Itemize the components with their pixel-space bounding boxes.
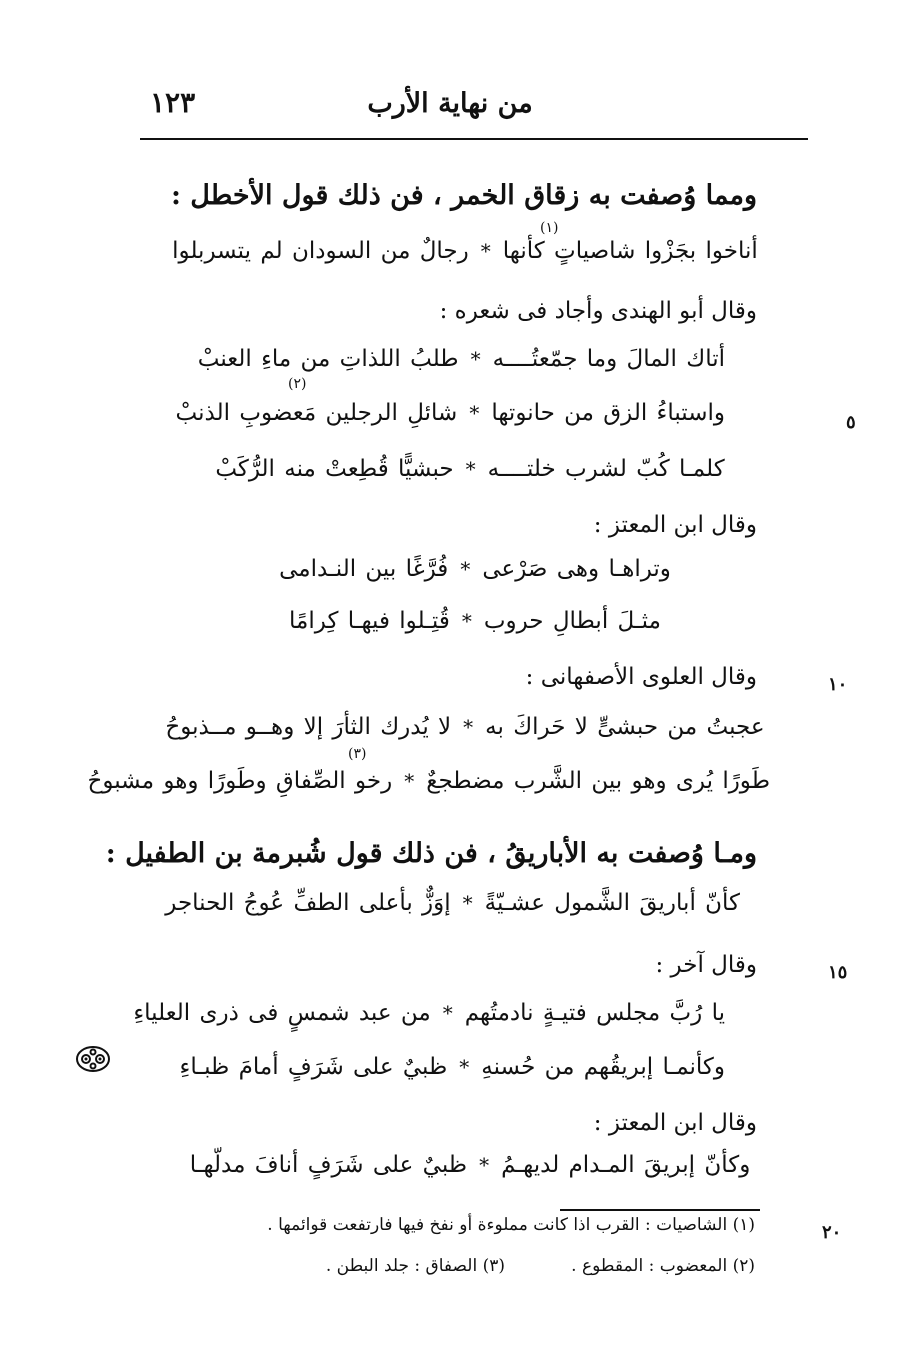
floral-ornament-icon	[74, 1043, 112, 1075]
verse-separator: *	[469, 401, 480, 425]
verse-line-10	[133, 1000, 725, 1026]
hemistich-right: كلمـا كُبّ لشرب خلتــــه	[487, 456, 725, 482]
hemistich-left: رجالٌ من السودان لم يتسربلوا	[172, 238, 469, 264]
verse-line-8	[87, 768, 770, 794]
verse-separator: *	[442, 1001, 453, 1025]
header-rule	[140, 138, 808, 140]
hemistich-left: من عبد شمسٍ فى ذرى العلياءِ	[133, 1000, 431, 1026]
verse-separator: *	[459, 1055, 470, 1079]
hemistich-left: ظبيٌ على شَرَفٍ أنافَ مدلّهـا	[189, 1152, 468, 1178]
footnote-rule	[560, 1209, 760, 1211]
hemistich-left: ظبيٌ على شَرَفٍ أمامَ ظبـاءِ	[179, 1054, 448, 1080]
hemistich-left: حبشيًّا قُطِعتْ منه الرُّكَبْ	[215, 456, 454, 482]
prose-line-akhar: وقال آخر :	[655, 952, 757, 978]
prose-line-alawi: وقال العلوى الأصفهانى :	[525, 664, 757, 690]
hemistich-right: أتاك المالَ وما جمّعتُــــه	[492, 346, 725, 372]
footnote-marker-2: (٢)	[288, 376, 307, 392]
footnote-1: (١) الشاصيات : القرب اذا كانت مملوءة أو نفخ فيها فارتفعت قوائمها .	[267, 1215, 755, 1235]
running-title: من نهاية الأرب	[367, 88, 533, 119]
hemistich-right: واستباءُ الزق من حانوتها	[491, 400, 725, 426]
verse-line-11	[179, 1054, 725, 1080]
hemistich-right: عجبتُ من حبشىٍّ لا حَراكَ به	[485, 714, 765, 740]
hemistich-right: وكأنمـا إبريقُهم من حُسنهِ	[481, 1054, 725, 1080]
verse-line-4	[215, 456, 725, 482]
hemistich-left: قُتِـلوا فيهـا كِرامًا	[289, 608, 450, 634]
footnote-3: (٣) الصفاق : جلد البطن .	[325, 1256, 505, 1276]
margin-line-number-20: ٢٠	[822, 1222, 842, 1243]
hemistich-left: إوَزٌّ بأعلى الطفِّ عُوجُ الحناجر	[165, 890, 451, 916]
verse-line-6	[260, 608, 690, 634]
verse-line-7	[160, 714, 770, 740]
prose-line-ibn-mutazz: وقال ابن المعتز :	[593, 512, 757, 538]
verse-separator: *	[463, 715, 474, 739]
verse-separator: *	[470, 347, 481, 371]
verse-separator: *	[479, 1153, 490, 1177]
verse-line-12	[180, 1152, 760, 1178]
margin-line-number-15: ١٥	[828, 962, 848, 983]
verse-line-3	[175, 400, 725, 426]
page-number: ١٢٣	[150, 86, 196, 119]
hemistich-right: كأنّ أباريقَ الشَّمول عشـيّةً	[484, 890, 740, 916]
verse-separator: *	[404, 769, 415, 793]
hemistich-left: فُرَّغًا بين النـدامى	[279, 556, 449, 582]
hemistich-right: يا رُبَّ مجلس فتيـةٍ نادمتُهم	[464, 1000, 725, 1026]
hemistich-right: وكأنّ إبريقَ المـدام لديهـمُ	[501, 1152, 751, 1178]
verse-line-2	[197, 346, 725, 372]
verse-line-1	[170, 238, 760, 264]
hemistich-right: مثـلَ أبطالِ حروب	[483, 608, 661, 634]
footnote-marker-3: (٣)	[348, 746, 367, 762]
hemistich-left: شائلِ الرجلين مَعضوبِ الذنبْ	[175, 400, 458, 426]
verse-line-9	[165, 890, 740, 916]
margin-line-number-5: ٥	[846, 412, 856, 433]
footnote-2: (٢) المعضوب : المقطوع .	[571, 1256, 755, 1276]
margin-line-number-10: ١٠	[828, 674, 848, 695]
prose-line-abu-hindi: وقال أبو الهندى وأجاد فى شعره :	[439, 298, 757, 324]
hemistich-left: رخو الصِّفاقِ وطَورًا وهو مشبوحُ	[87, 768, 393, 794]
verse-separator: *	[461, 609, 472, 633]
hemistich-left: طلبُ اللذاتِ من ماءِ العنبْ	[197, 346, 459, 372]
hemistich-left: لا يُدرك الثأرَ إلا وهــو مــذبوحُ	[165, 714, 452, 740]
prose-line-ibn-mutazz-2: وقال ابن المعتز :	[593, 1110, 757, 1136]
hemistich-right: طَورًا يُرى وهو بين الشَّرب مضطجعٌ	[426, 768, 770, 794]
verse-separator: *	[460, 557, 471, 581]
hemistich-right: أناخوا بجَزْوا شاصياتٍ كأنها	[502, 238, 758, 264]
verse-separator: *	[480, 239, 491, 263]
footnote-marker-1: (١)	[540, 220, 559, 236]
prose-line-shubruma: ومـا وُصفت به الأباريقُ ، فن ذلك قول شُبرمة بن الطفيل :	[105, 838, 757, 869]
verse-line-5	[260, 556, 690, 582]
prose-line-akhtal: ومما وُصفت به زقاق الخمر ، فن ذلك قول الأخطل :	[170, 180, 757, 211]
verse-separator: *	[465, 457, 476, 481]
verse-separator: *	[462, 891, 473, 915]
hemistich-right: وتراهـا وهى صَرْعى	[482, 556, 671, 582]
